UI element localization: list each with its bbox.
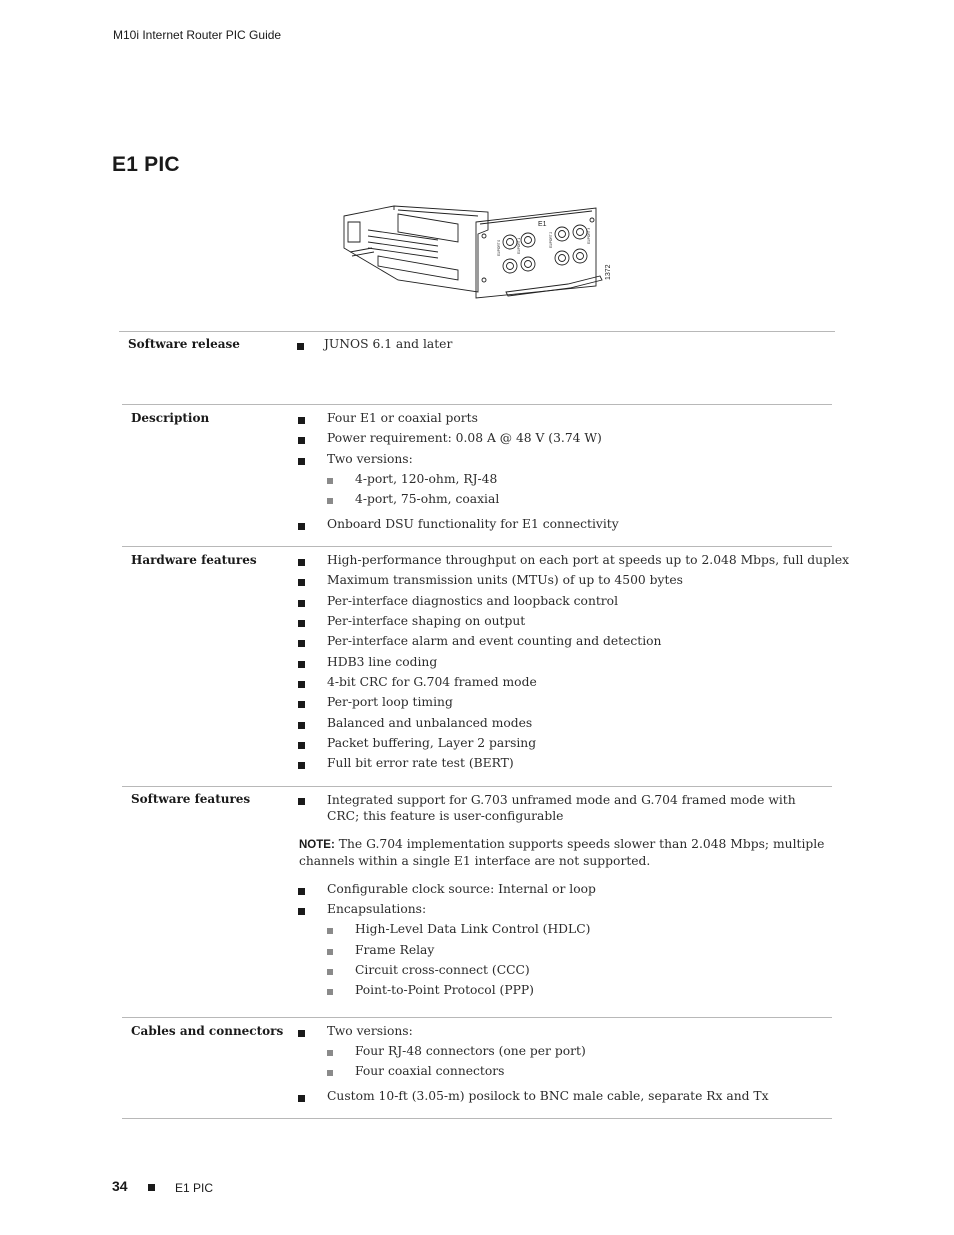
list-item: HDB3 line coding <box>327 655 438 669</box>
bullet <box>298 888 305 895</box>
note <box>299 836 829 869</box>
sub-list-item: Circuit cross-connect (CCC) <box>355 963 530 977</box>
list-item: JUNOS 6.1 and later <box>324 337 453 351</box>
bullet <box>298 681 305 688</box>
sub-bullet <box>327 1070 333 1076</box>
row-label-cables-and-connectors: Cables and connectors <box>131 1024 284 1038</box>
bullet <box>298 908 305 915</box>
bullet <box>298 559 305 566</box>
bullet <box>298 742 305 749</box>
bullet <box>298 579 305 586</box>
faceplate-label: E1 <box>538 221 547 228</box>
connector-port-2 <box>555 227 569 241</box>
sub-bullet <box>327 969 333 975</box>
bullet <box>298 437 305 444</box>
note-label: NOTE: <box>299 839 335 851</box>
footer-section-title: E1 PIC <box>175 1181 214 1195</box>
list-item: Power requirement: 0.08 A @ 48 V (3.74 W) <box>327 431 602 445</box>
list-item: Configurable clock source: Internal or loop <box>327 882 596 896</box>
sub-bullet <box>327 498 333 504</box>
port-label-1: E1/PORT 1 <box>517 237 521 254</box>
footer-bullet <box>148 1184 155 1191</box>
list-item: Maximum transmission units (MTUs) of up to 4500 bytes <box>327 573 683 587</box>
note-text: The G.704 implementation supports speeds slower than 2.048 Mbps; multiple channels within a single E1 interface are not supported. <box>299 837 825 868</box>
connector-port-3 <box>573 225 587 239</box>
list-item: 4-bit CRC for G.704 framed mode <box>327 675 537 689</box>
bullet <box>298 1030 305 1037</box>
bullet <box>298 458 305 465</box>
list-item: Two versions: <box>327 452 413 466</box>
list-item: Balanced and unbalanced modes <box>327 716 533 730</box>
connector-port-0 <box>503 235 517 249</box>
bullet <box>298 523 305 530</box>
bullet <box>298 701 305 708</box>
list-item: Encapsulations: <box>327 902 427 916</box>
bullet <box>298 798 305 805</box>
bullet <box>298 640 305 647</box>
bullet <box>298 722 305 729</box>
list-item: Integrated support for G.703 unframed mode and G.704 framed mode with CRC; this feature is user-configurable <box>327 793 796 823</box>
sub-bullet <box>327 989 333 995</box>
sub-list-item: Point-to-Point Protocol (PPP) <box>355 983 534 997</box>
bullet <box>297 343 304 350</box>
list-item: Per-interface alarm and event counting and detection <box>327 634 662 648</box>
table-rule <box>122 1118 832 1119</box>
sub-bullet <box>327 478 333 484</box>
sub-bullet <box>327 949 333 955</box>
sub-bullet <box>327 1050 333 1056</box>
list-item: Packet buffering, Layer 2 parsing <box>327 736 537 750</box>
table-rule <box>122 404 832 405</box>
bullet <box>298 661 305 668</box>
list-item: High-performance throughput on each port at speeds up to 2.048 Mbps, full duplex <box>327 553 850 567</box>
list-item: Per-interface diagnostics and loopback control <box>327 594 619 608</box>
bullet <box>298 762 305 769</box>
sub-list-item: High-Level Data Link Control (HDLC) <box>355 922 591 936</box>
bullet <box>298 417 305 424</box>
list-item: Per-interface shaping on output <box>327 614 526 628</box>
list-item: Per-port loop timing <box>327 695 453 709</box>
sub-list-item: Frame Relay <box>355 943 435 957</box>
running-head: M10i Internet Router PIC Guide <box>113 28 282 42</box>
connector-port-1 <box>521 233 535 247</box>
table-rule <box>119 331 835 332</box>
sub-list-item: Four coaxial connectors <box>355 1064 505 1078</box>
row-label-software-release: Software release <box>128 337 240 351</box>
bullet <box>298 620 305 627</box>
figure-number: 1372 <box>605 264 612 280</box>
bullet <box>298 1095 305 1102</box>
table-rule <box>122 546 832 547</box>
port-label-2: E1/PORT 2 <box>549 231 553 248</box>
table-rule <box>122 1017 832 1018</box>
list-item: Two versions: <box>327 1024 413 1038</box>
bullet <box>298 600 305 607</box>
list-item: Onboard DSU functionality for E1 connectivity <box>327 517 619 531</box>
row-label-description: Description <box>131 411 210 425</box>
list-item: Full bit error rate test (BERT) <box>327 756 514 770</box>
sub-list-item: 4-port, 75-ohm, coaxial <box>355 492 500 506</box>
port-label-0: E1/PORT 0 <box>497 239 501 256</box>
sub-list-item: 4-port, 120-ohm, RJ-48 <box>355 472 498 486</box>
page-title: E1 PIC <box>112 153 180 176</box>
row-label-software-features: Software features <box>131 792 251 806</box>
list-item: Four E1 or coaxial ports <box>327 411 478 425</box>
table-rule <box>122 786 832 787</box>
e1-pic-illustration <box>338 200 618 305</box>
ejector-handle <box>506 276 602 296</box>
sub-bullet <box>327 928 333 934</box>
row-label-hardware-features: Hardware features <box>131 553 257 567</box>
page-number: 34 <box>112 1178 128 1194</box>
port-label-3: E1/PORT 3 <box>587 227 591 244</box>
sub-list-item: Four RJ-48 connectors (one per port) <box>355 1044 586 1058</box>
list-item: Custom 10-ft (3.05-m) posilock to BNC male cable, separate Rx and Tx <box>327 1089 769 1103</box>
